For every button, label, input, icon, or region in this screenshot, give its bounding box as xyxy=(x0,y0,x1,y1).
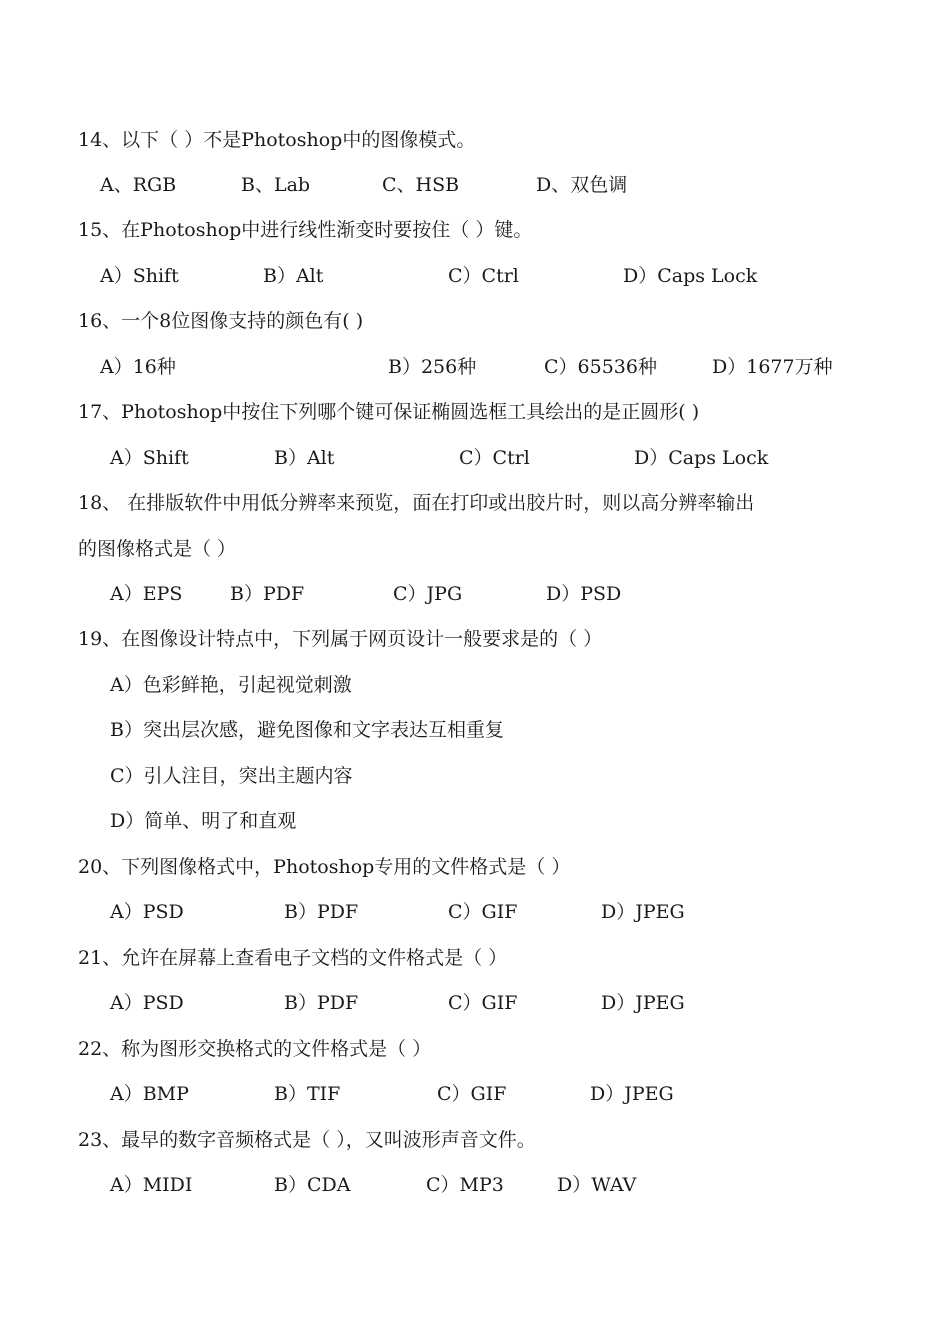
option-a: A）MIDI xyxy=(110,1174,193,1196)
stem-text: 16、一个8位图像支持的颜色有( ) xyxy=(78,310,364,332)
stem-text: 15、在Photoshop中进行线性渐变时要按住（ ）键。 xyxy=(78,219,533,241)
option-b: B）Alt xyxy=(274,447,335,469)
option-d: D、双色调 xyxy=(536,174,628,196)
option-d: D）Caps Lock xyxy=(634,447,769,469)
option-d: D）简单、明了和直观 xyxy=(110,810,297,832)
option-c: C）GIF xyxy=(448,901,518,923)
option-b: B）TIF xyxy=(274,1083,341,1105)
option-c: C、HSB xyxy=(382,174,460,196)
option-a: A）Shift xyxy=(100,265,179,287)
option-a: A）PSD xyxy=(110,901,184,923)
option-c: C）MP3 xyxy=(426,1174,504,1196)
option-b: B）突出层次感，避免图像和文字表达互相重复 xyxy=(110,719,504,741)
option-c: C）GIF xyxy=(437,1083,507,1105)
option-a: A）EPS xyxy=(110,583,183,605)
option-b: B）Alt xyxy=(263,265,324,287)
option-c: C）GIF xyxy=(448,992,518,1014)
option-d: D）JPEG xyxy=(601,901,685,923)
option-a: A）PSD xyxy=(110,992,184,1014)
option-c: C）Ctrl xyxy=(459,447,530,469)
option-c: C）65536种 xyxy=(544,356,657,378)
option-d: D）JPEG xyxy=(601,992,685,1014)
option-b: B）PDF xyxy=(284,901,359,923)
option-d: D）1677万种 xyxy=(712,356,833,378)
option-b: B）256种 xyxy=(388,356,477,378)
option-d: D）PSD xyxy=(546,583,622,605)
stem-text: 23、最早的数字音频格式是（ ），又叫波形声音文件。 xyxy=(78,1129,536,1151)
option-b: B）PDF xyxy=(284,992,359,1014)
option-d: D）Caps Lock xyxy=(623,265,758,287)
stem-text: 14、以下（ ）不是Photoshop中的图像模式。 xyxy=(78,129,476,151)
option-a: A）色彩鲜艳，引起视觉刺激 xyxy=(110,674,352,696)
option-d: D）JPEG xyxy=(590,1083,674,1105)
stem-text: 的图像格式是（ ） xyxy=(78,538,237,560)
option-b: B、Lab xyxy=(241,174,311,196)
option-b: B）PDF xyxy=(230,583,305,605)
option-c: C）JPG xyxy=(393,583,463,605)
option-c: C）Ctrl xyxy=(448,265,519,287)
stem-text: 22、称为图形交换格式的文件格式是（ ） xyxy=(78,1038,432,1060)
option-a: A）Shift xyxy=(110,447,189,469)
option-d: D）WAV xyxy=(557,1174,637,1196)
stem-text: 20、下列图像格式中，Photoshop专用的文件格式是（ ） xyxy=(78,856,571,878)
option-a: A、RGB xyxy=(100,174,177,196)
stem-text: 17、Photoshop中按住下列哪个键可保证椭圆选框工具绘出的是正圆形( ) xyxy=(78,401,700,423)
option-a: A）BMP xyxy=(110,1083,189,1105)
stem-text: 19、在图像设计特点中，下列属于网页设计一般要求是的（ ） xyxy=(78,628,603,650)
option-a: A）16种 xyxy=(100,356,176,378)
option-b: B）CDA xyxy=(274,1174,351,1196)
stem-text: 21、允许在屏幕上查看电子文档的文件格式是（ ） xyxy=(78,947,508,969)
option-c: C）引人注目，突出主题内容 xyxy=(110,765,353,787)
stem-text: 18、 在排版软件中用低分辨率来预览，面在打印或出胶片时，则以高分辨率输出 xyxy=(78,492,755,514)
